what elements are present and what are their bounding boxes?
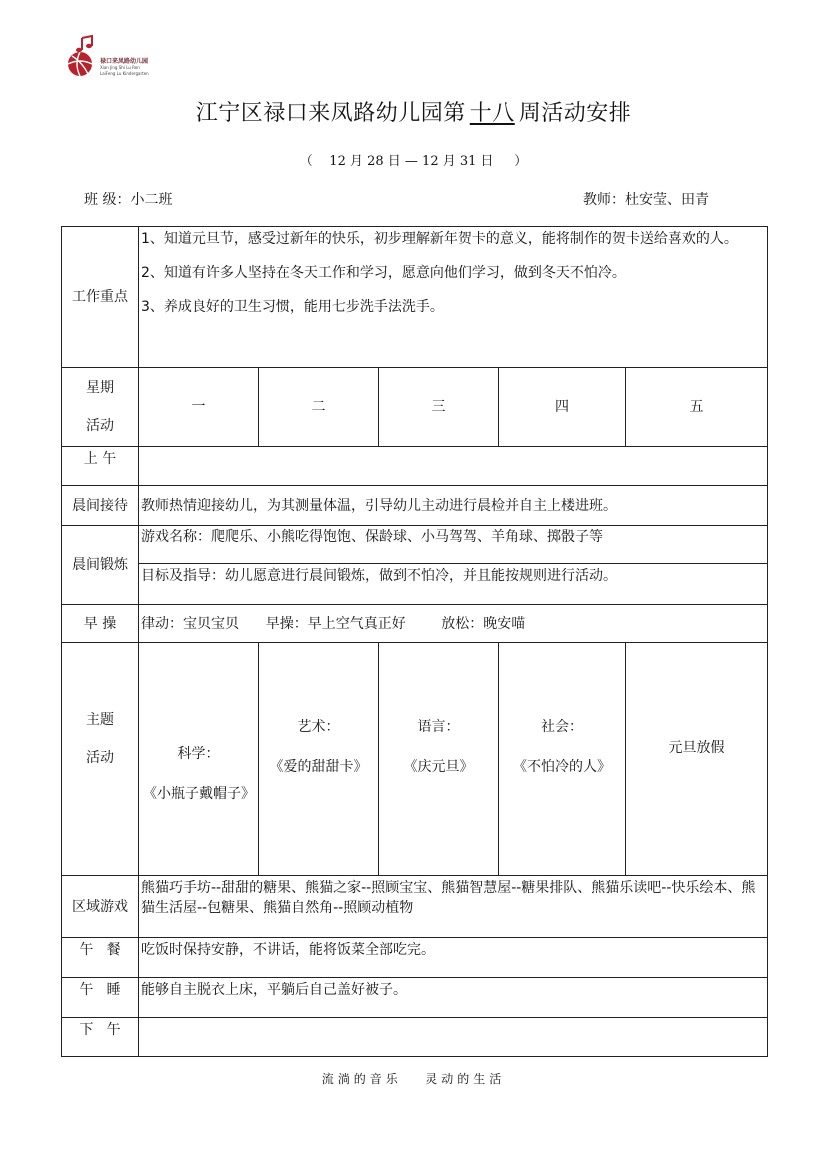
weekly-schedule-table: [61, 226, 768, 1057]
focus-row: [62, 227, 768, 368]
theme-day-2: [259, 643, 379, 876]
day-2: 二: [259, 368, 379, 447]
theme-label: [62, 643, 139, 876]
week-number: 十八: [469, 101, 515, 126]
date-range: （ 12 月 28 日 — 12 月 31 日 ）: [299, 154, 528, 169]
theme-day-4-subject: 社会：: [541, 719, 583, 735]
morning-exercise-row: [62, 605, 768, 643]
theme-label-top: 主题: [86, 712, 114, 728]
kindergarten-logo: [64, 32, 174, 80]
exercise-row-1: [62, 526, 768, 564]
weekday-row: [62, 368, 768, 447]
theme-day-2-subject: 艺术：: [297, 719, 340, 735]
morning-exercise-text: 律动：宝贝宝贝 早操：早上空气真正好 放松：晚安喵: [139, 605, 768, 643]
theme-day-1: [139, 643, 259, 876]
teacher-names: 教师：杜安莹、田青: [583, 192, 709, 208]
greeting-text: 教师热情迎接幼儿，为其测量体温，引导幼儿主动进行晨检并自主上楼进班。: [139, 486, 768, 526]
afternoon-label: 下 午: [62, 1018, 139, 1057]
focus-content: [139, 227, 768, 368]
lunch-text: 吃饭时保持安静，不讲话，能将饭菜全部吃完。: [139, 938, 768, 978]
exercise-games: 游戏名称：爬爬乐、小熊吃得饱饱、保龄球、小马驾驾、羊角球、掷骰子等: [139, 526, 768, 564]
logo-pinyin: Xian Jing Shi Lu Ren: [100, 65, 140, 70]
theme-label-bottom: 活动: [86, 750, 114, 766]
theme-day-3: [379, 643, 499, 876]
page-title: [0, 96, 827, 127]
nap-text: 能够自主脱衣上床，平躺后自己盖好被子。: [139, 978, 768, 1018]
area-games-row: [62, 876, 768, 938]
theme-row: [62, 643, 768, 876]
morning-exercise-label: 早 操: [62, 605, 139, 643]
lunch-label: 午 餐: [62, 938, 139, 978]
theme-day-2-title: 《爱的甜甜卡》: [269, 759, 368, 775]
greeting-row: [62, 486, 768, 526]
greeting-label: 晨间接待: [62, 486, 139, 526]
weekday-label-bottom: 活动: [86, 418, 114, 434]
afternoon-content: [139, 1018, 768, 1057]
title-prefix: 江宁区禄口来凤路幼儿园第: [195, 101, 466, 126]
theme-day-1-title: 《小瓶子戴帽子》: [143, 786, 255, 802]
logo-english: LaiFeng Lu Kindergarten: [100, 71, 149, 76]
basketball-music-icon: [64, 32, 104, 80]
morning-content: [139, 447, 768, 486]
day-4: 四: [499, 368, 626, 447]
morning-row: [62, 447, 768, 486]
area-games-label: 区域游戏: [62, 876, 139, 938]
theme-day-4-title: 《不怕冷的人》: [513, 759, 611, 775]
focus-item-3: 3、养成良好的卫生习惯，能用七步洗手法洗手。: [141, 299, 444, 315]
nap-label: 午 睡: [62, 978, 139, 1018]
exercise-goal: 目标及指导：幼儿愿意进行晨间锻炼，做到不怕冷，并且能按规则进行活动。: [139, 564, 768, 605]
theme-day-3-title: 《庆元旦》: [403, 759, 474, 775]
lunch-row: [62, 938, 768, 978]
weekday-label: [62, 368, 139, 447]
area-games-text: 熊猫巧手坊--甜甜的糖果、熊猫之家--照顾宝宝、熊猫智慧屋--糖果排队、熊猫乐读吧--快乐绘本、熊猫生活屋--包糖果、熊猫自然角--照顾动植物: [139, 876, 768, 938]
logo-name: 禄口来凤路幼儿园: [100, 58, 149, 65]
focus-item-1: 1、知道元旦节，感受过新年的快乐，初步理解新年贺卡的意义，能将制作的贺卡送给喜欢的人。: [141, 231, 738, 247]
theme-day-5: 元旦放假: [626, 643, 768, 876]
day-3: 三: [379, 368, 499, 447]
afternoon-row: [62, 1018, 768, 1057]
exercise-row-2: [62, 564, 768, 605]
nap-row: [62, 978, 768, 1018]
footer-slogan: 流淌的音乐 灵动的生活: [321, 1072, 506, 1086]
exercise-label: 晨间锻炼: [62, 526, 139, 605]
day-5: 五: [626, 368, 768, 447]
morning-label: 上 午: [62, 447, 139, 486]
class-name: 班 级：小二班: [84, 192, 173, 208]
title-suffix: 周活动安排: [518, 101, 632, 126]
theme-day-3-subject: 语言：: [417, 719, 460, 735]
theme-day-1-subject: 科学：: [177, 746, 220, 762]
focus-item-2: 2、知道有许多人坚持在冬天工作和学习，愿意向他们学习，做到冬天不怕冷。: [141, 265, 626, 281]
theme-day-4: [499, 643, 626, 876]
day-1: 一: [139, 368, 259, 447]
focus-label: 工作重点: [62, 227, 139, 368]
weekday-label-top: 星期: [86, 380, 114, 396]
